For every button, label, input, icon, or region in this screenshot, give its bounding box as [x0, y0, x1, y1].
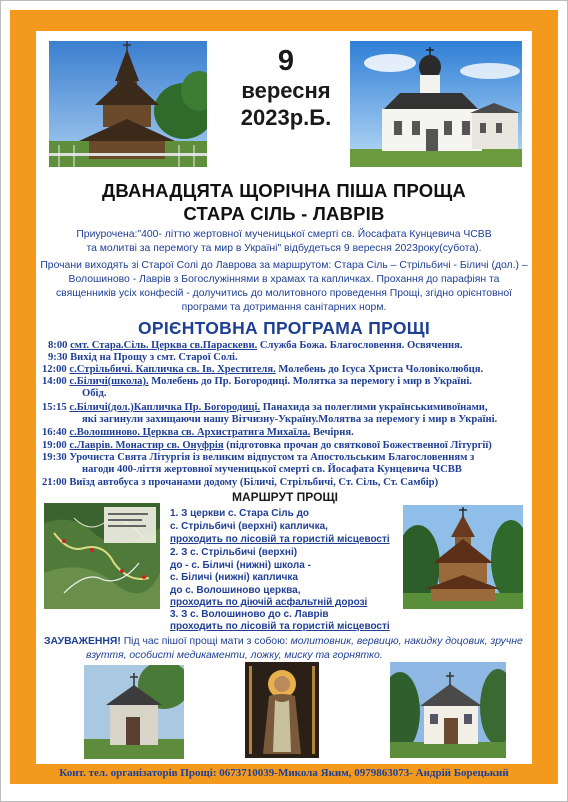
program-item: 9:30 Вихід на Прощу з смт. Старої Солі.	[48, 352, 238, 363]
program-item: які загинули захищаючи нашу Вітчизну-Україну.Молятва за перемогу і мир в Україні.	[82, 414, 498, 425]
route-line: проходить по лісовій та гористій місцевості	[170, 621, 390, 632]
stone-church-photo	[350, 41, 522, 167]
intro-line-3: Прочани виходять зі Старої Солі до Лаврова за маршрутом: Стара Сіль – Стрільбичі - Біличі (дол.) –	[40, 260, 528, 271]
date-day: 9	[277, 45, 295, 77]
note-line-2: взуття, особисті медикаменти, ложку, миску та горнятко.	[86, 650, 383, 661]
program-item: 14:00 с.Біличі(школа). Молебень до Пр. Богородиці. Молятка за перемогу і мир в Україні.	[42, 376, 472, 387]
program-item: Обід.	[82, 388, 107, 399]
route-line: 1. З церкви с. Стара Сіль до	[170, 508, 310, 519]
note-label: ЗАУВАЖЕННЯ!	[44, 636, 121, 647]
intro-line-1: Приурочена:"400- літтю жертовної мученицької смерті св. Йосафата Кунцевича ЧСВВ	[76, 229, 492, 240]
date-month: вересня	[241, 78, 331, 103]
program-item: 21:00 Виїзд автобуса з прочанами додому (Біличі, Стрільбичі, Ст. Сіль, Ст. Самбір)	[42, 477, 439, 488]
program-item: 12:00 с.Стрільбичі. Капличка св. Ів. Хрестителя. Молебень до Ісуса Христа Чоловіколюбця.	[42, 364, 484, 375]
program-title: ОРІЄНТОВНА ПРОГРАМА ПРОЩІ	[137, 318, 431, 338]
intro-line-6: програми та дотримання санітарних норм.	[181, 302, 387, 313]
chapel-photo	[84, 665, 184, 759]
wooden-tserkva-photo	[403, 505, 523, 609]
route-line: проходить по діючій асфальтній дорозі	[170, 597, 368, 608]
program-place: с.Лаврів. Монастир св. Онуфрія	[69, 440, 224, 451]
route-title: МАРШРУТ ПРОЩІ	[231, 490, 339, 504]
date-year: 2023р.Б.	[240, 105, 332, 130]
saint-icon-image	[245, 662, 319, 758]
note-line-1: ЗАУВАЖЕННЯ! Під час пішої прощі мати з собою: молитовник, вервицю, накидку доцовик, зручне	[44, 636, 523, 647]
intro-line-2: та молитві за перемогу та мир в Україні" відбудеться 9 вересня 2023року(субота).	[86, 243, 482, 254]
program-place: с.Біличі(школа).	[69, 376, 149, 387]
route-line: проходить по лісовій та гористій місцевості	[170, 534, 390, 545]
event-date	[219, 44, 353, 132]
route-map-image	[44, 503, 160, 609]
program-item: 16:40 с.Волошиново. Церква св. Архистратига Михаїла. Вечірня.	[42, 427, 354, 438]
poster-title-line2: СТАРА СІЛЬ - ЛАВРІВ	[183, 203, 385, 224]
intro-line-5: священників усіх конфесій - долучитись до молитовного проведення Прощі, згідно орієнтовної	[55, 288, 513, 299]
route-line: до с. Волошиново церква,	[170, 585, 301, 596]
program-place: с.Біличі(дол.)Капличка Пр. Богородиці.	[69, 402, 261, 413]
monastery-photo	[390, 662, 506, 758]
route-line: с. Стрільбичі (верхні) капличка,	[170, 521, 328, 532]
route-line: с. Біличі (нижні) капличка	[170, 572, 298, 583]
program-item: 8:00 смт. Стара.Сіль. Церква св.Параскеви. Служба Божа. Благословення. Освячення.	[48, 340, 463, 351]
program-place: с.Стрільбичі. Капличка св. Ів. Хрестителя.	[69, 364, 276, 375]
poster-title-line1: ДВАНАДЦЯТА ЩОРІЧНА ПІША ПРОЩА	[102, 180, 466, 201]
program-place: смт. Стара.Сіль. Церква св.Параскеви.	[70, 340, 258, 351]
contact-info: Конт. тел. організаторів Прощі: 0673710039-Микола Яким, 0979863073- Андрій Борецький	[59, 767, 509, 779]
program-item: нагоди 400-ліття жертовної мученицької смерті св. Йосафата Кунцевича ЧСВВ	[82, 464, 462, 475]
route-line: до - с. Біличі (нижні) школа -	[170, 560, 311, 571]
program-place: с.Волошиново. Церква св. Архистратига Михаїла.	[69, 427, 311, 438]
route-line: 2. З с. Стрільбичі (верхні)	[170, 547, 298, 558]
route-line: 3. З с. Волошиново до с. Лаврів	[170, 609, 329, 620]
program-item: 19:30 Урочиста Свята Літургія із великим відпустом та Апостольським Благословенням з	[42, 452, 475, 463]
wooden-church-photo	[49, 41, 207, 167]
program-item: 15:15 с.Біличі(дол.)Капличка Пр. Богородиці. Панахида за полеглими українськимивоїнами,	[42, 402, 488, 413]
program-item: 19:00 с.Лаврів. Монастир св. Онуфрія (підготовка прочан до святкової Божественної Літургії)	[42, 440, 492, 451]
intro-line-4: Волошиново - Лаврів з Богослужіннями в храмах та капличках. Прохання до парафіян та	[68, 274, 500, 285]
